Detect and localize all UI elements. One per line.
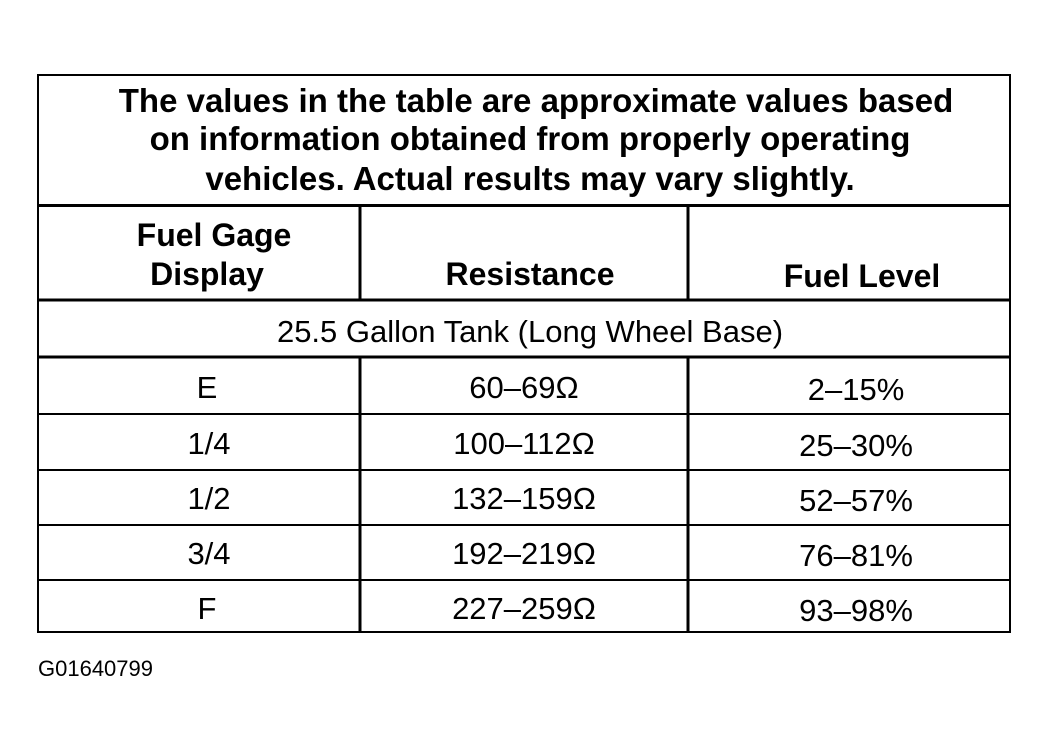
header-display-line-1: Fuel Gage xyxy=(136,217,292,253)
cell-resistance: 192–219Ω xyxy=(452,536,596,571)
cell-display: 1/2 xyxy=(187,481,231,516)
table-row xyxy=(187,426,912,463)
cell-fuel-level: 76–81% xyxy=(799,538,913,573)
cell-display: 3/4 xyxy=(187,536,231,571)
cell-display: E xyxy=(196,370,218,405)
table-row xyxy=(198,591,913,628)
cell-fuel-level: 25–30% xyxy=(799,428,913,463)
section-title: 25.5 Gallon Tank (Long Wheel Base) xyxy=(276,314,784,349)
cell-resistance: 60–69Ω xyxy=(469,370,579,405)
table-row xyxy=(187,481,912,518)
figure-id: G01640799 xyxy=(38,656,153,681)
note-line: vehicles. Actual results may vary slightly. xyxy=(205,160,855,197)
cell-display: F xyxy=(197,591,217,626)
cell-resistance: 100–112Ω xyxy=(453,426,595,461)
note-line: on information obtained from properly operating xyxy=(149,120,911,157)
cell-fuel-level: 2–15% xyxy=(807,372,905,407)
header-resistance: Resistance xyxy=(445,256,615,292)
table-row xyxy=(187,536,912,573)
note-line: The values in the table are approximate values based xyxy=(118,82,954,119)
table-row xyxy=(197,370,905,407)
cell-display: 1/4 xyxy=(187,426,231,461)
cell-resistance: 227–259Ω xyxy=(452,591,596,626)
cell-fuel-level: 93–98% xyxy=(799,593,913,628)
cell-fuel-level: 52–57% xyxy=(799,483,913,518)
header-display-line-2: Display xyxy=(150,256,264,292)
header-fuel-level: Fuel Level xyxy=(783,258,941,294)
cell-resistance: 132–159Ω xyxy=(452,481,596,516)
